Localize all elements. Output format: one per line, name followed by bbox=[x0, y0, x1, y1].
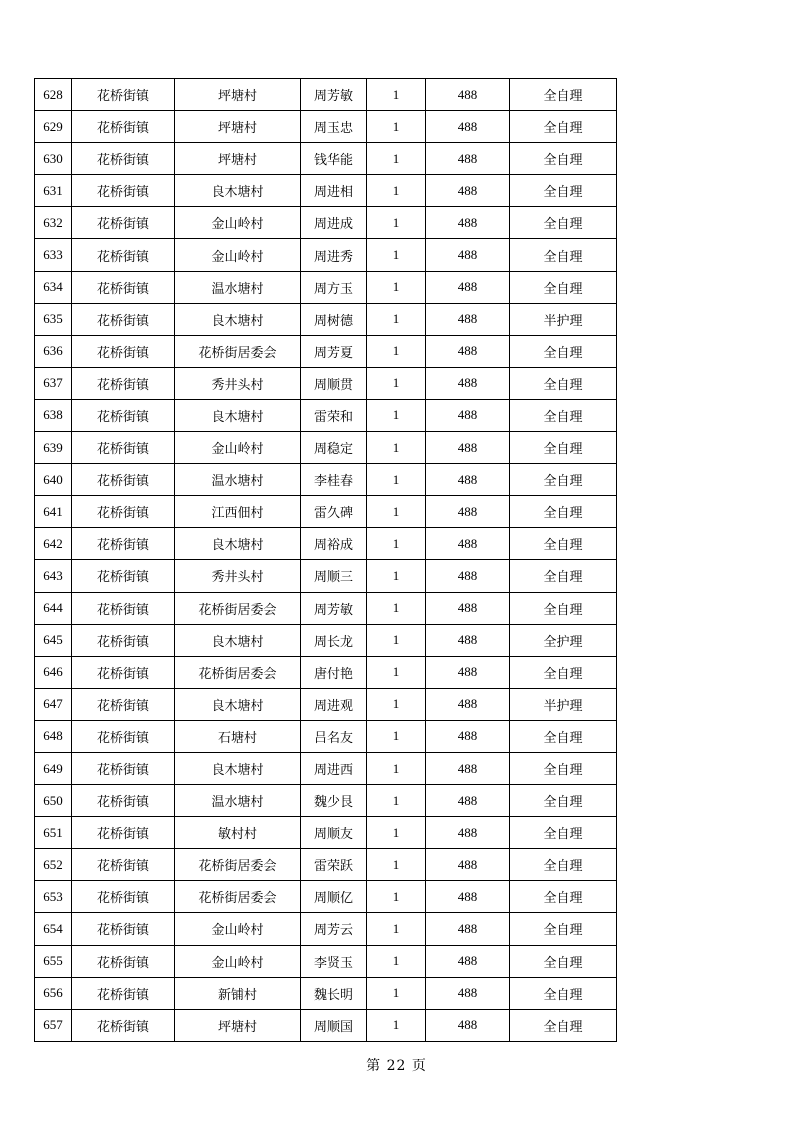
count-cell: 1 bbox=[367, 207, 426, 239]
row-number-cell: 633 bbox=[35, 239, 72, 271]
amount-cell: 488 bbox=[426, 656, 510, 688]
table-row bbox=[35, 399, 617, 431]
amount-cell: 488 bbox=[426, 977, 510, 1009]
row-number-cell: 643 bbox=[35, 560, 72, 592]
town-cell: 花桥街镇 bbox=[72, 817, 175, 849]
name-cell: 周进观 bbox=[301, 688, 367, 720]
amount-cell: 488 bbox=[426, 432, 510, 464]
count-cell: 1 bbox=[367, 432, 426, 464]
row-number-cell: 647 bbox=[35, 688, 72, 720]
count-cell: 1 bbox=[367, 945, 426, 977]
table-row bbox=[35, 624, 617, 656]
table-row bbox=[35, 271, 617, 303]
count-cell: 1 bbox=[367, 239, 426, 271]
table-row bbox=[35, 688, 617, 720]
town-cell: 花桥街镇 bbox=[72, 399, 175, 431]
name-cell: 周方玉 bbox=[301, 271, 367, 303]
care-level-cell: 全自理 bbox=[510, 399, 617, 431]
count-cell: 1 bbox=[367, 367, 426, 399]
care-level-cell: 全自理 bbox=[510, 111, 617, 143]
roster-table-body bbox=[35, 79, 617, 1042]
row-number-cell: 655 bbox=[35, 945, 72, 977]
row-number-cell: 644 bbox=[35, 592, 72, 624]
row-number-cell: 632 bbox=[35, 207, 72, 239]
village-cell: 良木塘村 bbox=[175, 624, 301, 656]
name-cell: 雷荣和 bbox=[301, 399, 367, 431]
count-cell: 1 bbox=[367, 913, 426, 945]
table-row bbox=[35, 367, 617, 399]
town-cell: 花桥街镇 bbox=[72, 79, 175, 111]
village-cell: 石塘村 bbox=[175, 720, 301, 752]
town-cell: 花桥街镇 bbox=[72, 945, 175, 977]
count-cell: 1 bbox=[367, 303, 426, 335]
care-level-cell: 全自理 bbox=[510, 335, 617, 367]
care-level-cell: 全自理 bbox=[510, 432, 617, 464]
row-number-cell: 651 bbox=[35, 817, 72, 849]
village-cell: 花桥街居委会 bbox=[175, 335, 301, 367]
amount-cell: 488 bbox=[426, 496, 510, 528]
count-cell: 1 bbox=[367, 688, 426, 720]
care-level-cell: 全自理 bbox=[510, 271, 617, 303]
town-cell: 花桥街镇 bbox=[72, 785, 175, 817]
village-cell: 良木塘村 bbox=[175, 175, 301, 207]
town-cell: 花桥街镇 bbox=[72, 656, 175, 688]
name-cell: 周长龙 bbox=[301, 624, 367, 656]
table-row bbox=[35, 496, 617, 528]
name-cell: 周顺亿 bbox=[301, 881, 367, 913]
care-level-cell: 全自理 bbox=[510, 945, 617, 977]
count-cell: 1 bbox=[367, 79, 426, 111]
name-cell: 雷荣跃 bbox=[301, 849, 367, 881]
name-cell: 周顺国 bbox=[301, 1009, 367, 1041]
village-cell: 温水塘村 bbox=[175, 785, 301, 817]
row-number-cell: 631 bbox=[35, 175, 72, 207]
amount-cell: 488 bbox=[426, 175, 510, 207]
care-level-cell: 全自理 bbox=[510, 528, 617, 560]
amount-cell: 488 bbox=[426, 881, 510, 913]
row-number-cell: 642 bbox=[35, 528, 72, 560]
count-cell: 1 bbox=[367, 496, 426, 528]
name-cell: 周进成 bbox=[301, 207, 367, 239]
village-cell: 坪塘村 bbox=[175, 1009, 301, 1041]
row-number-cell: 635 bbox=[35, 303, 72, 335]
town-cell: 花桥街镇 bbox=[72, 977, 175, 1009]
care-level-cell: 全自理 bbox=[510, 207, 617, 239]
count-cell: 1 bbox=[367, 785, 426, 817]
name-cell: 魏长明 bbox=[301, 977, 367, 1009]
name-cell: 周芳敏 bbox=[301, 79, 367, 111]
village-cell: 良木塘村 bbox=[175, 303, 301, 335]
table-row bbox=[35, 175, 617, 207]
table-row bbox=[35, 239, 617, 271]
count-cell: 1 bbox=[367, 560, 426, 592]
town-cell: 花桥街镇 bbox=[72, 303, 175, 335]
village-cell: 坪塘村 bbox=[175, 79, 301, 111]
village-cell: 敏村村 bbox=[175, 817, 301, 849]
care-level-cell: 全自理 bbox=[510, 496, 617, 528]
town-cell: 花桥街镇 bbox=[72, 849, 175, 881]
table-row bbox=[35, 560, 617, 592]
row-number-cell: 640 bbox=[35, 464, 72, 496]
name-cell: 周稳定 bbox=[301, 432, 367, 464]
table-row bbox=[35, 1009, 617, 1041]
town-cell: 花桥街镇 bbox=[72, 432, 175, 464]
row-number-cell: 656 bbox=[35, 977, 72, 1009]
town-cell: 花桥街镇 bbox=[72, 560, 175, 592]
amount-cell: 488 bbox=[426, 785, 510, 817]
amount-cell: 488 bbox=[426, 271, 510, 303]
name-cell: 周进西 bbox=[301, 752, 367, 784]
table-row bbox=[35, 977, 617, 1009]
table-row bbox=[35, 913, 617, 945]
care-level-cell: 全自理 bbox=[510, 143, 617, 175]
table-row bbox=[35, 528, 617, 560]
table-row bbox=[35, 592, 617, 624]
row-number-cell: 654 bbox=[35, 913, 72, 945]
count-cell: 1 bbox=[367, 977, 426, 1009]
care-level-cell: 全自理 bbox=[510, 913, 617, 945]
village-cell: 良木塘村 bbox=[175, 688, 301, 720]
care-level-cell: 全自理 bbox=[510, 785, 617, 817]
amount-cell: 488 bbox=[426, 464, 510, 496]
page-number: 第 22 页 bbox=[366, 1058, 427, 1074]
row-number-cell: 652 bbox=[35, 849, 72, 881]
care-level-cell: 全自理 bbox=[510, 592, 617, 624]
table-row bbox=[35, 464, 617, 496]
row-number-cell: 636 bbox=[35, 335, 72, 367]
town-cell: 花桥街镇 bbox=[72, 239, 175, 271]
table-row bbox=[35, 335, 617, 367]
count-cell: 1 bbox=[367, 399, 426, 431]
village-cell: 金山岭村 bbox=[175, 207, 301, 239]
village-cell: 良木塘村 bbox=[175, 399, 301, 431]
care-level-cell: 全自理 bbox=[510, 239, 617, 271]
amount-cell: 488 bbox=[426, 111, 510, 143]
count-cell: 1 bbox=[367, 656, 426, 688]
town-cell: 花桥街镇 bbox=[72, 688, 175, 720]
row-number-cell: 646 bbox=[35, 656, 72, 688]
row-number-cell: 657 bbox=[35, 1009, 72, 1041]
town-cell: 花桥街镇 bbox=[72, 335, 175, 367]
count-cell: 1 bbox=[367, 624, 426, 656]
count-cell: 1 bbox=[367, 849, 426, 881]
table-row bbox=[35, 881, 617, 913]
row-number-cell: 629 bbox=[35, 111, 72, 143]
amount-cell: 488 bbox=[426, 945, 510, 977]
name-cell: 周顺三 bbox=[301, 560, 367, 592]
care-level-cell: 全自理 bbox=[510, 175, 617, 207]
amount-cell: 488 bbox=[426, 688, 510, 720]
town-cell: 花桥街镇 bbox=[72, 592, 175, 624]
table-row bbox=[35, 785, 617, 817]
town-cell: 花桥街镇 bbox=[72, 881, 175, 913]
name-cell: 周进秀 bbox=[301, 239, 367, 271]
care-level-cell: 全自理 bbox=[510, 752, 617, 784]
name-cell: 周树德 bbox=[301, 303, 367, 335]
village-cell: 金山岭村 bbox=[175, 913, 301, 945]
village-cell: 秀井头村 bbox=[175, 367, 301, 399]
care-level-cell: 全自理 bbox=[510, 656, 617, 688]
town-cell: 花桥街镇 bbox=[72, 528, 175, 560]
name-cell: 唐付艳 bbox=[301, 656, 367, 688]
row-number-cell: 648 bbox=[35, 720, 72, 752]
care-level-cell: 全自理 bbox=[510, 79, 617, 111]
amount-cell: 488 bbox=[426, 335, 510, 367]
table-row bbox=[35, 432, 617, 464]
village-cell: 花桥街居委会 bbox=[175, 656, 301, 688]
village-cell: 江西佃村 bbox=[175, 496, 301, 528]
count-cell: 1 bbox=[367, 592, 426, 624]
amount-cell: 488 bbox=[426, 528, 510, 560]
name-cell: 周进相 bbox=[301, 175, 367, 207]
amount-cell: 488 bbox=[426, 817, 510, 849]
village-cell: 秀井头村 bbox=[175, 560, 301, 592]
table-row bbox=[35, 849, 617, 881]
village-cell: 良木塘村 bbox=[175, 752, 301, 784]
name-cell: 吕名友 bbox=[301, 720, 367, 752]
table-row bbox=[35, 752, 617, 784]
care-level-cell: 全自理 bbox=[510, 720, 617, 752]
amount-cell: 488 bbox=[426, 79, 510, 111]
town-cell: 花桥街镇 bbox=[72, 143, 175, 175]
row-number-cell: 641 bbox=[35, 496, 72, 528]
town-cell: 花桥街镇 bbox=[72, 913, 175, 945]
amount-cell: 488 bbox=[426, 143, 510, 175]
name-cell: 魏少艮 bbox=[301, 785, 367, 817]
town-cell: 花桥街镇 bbox=[72, 367, 175, 399]
row-number-cell: 645 bbox=[35, 624, 72, 656]
village-cell: 温水塘村 bbox=[175, 271, 301, 303]
row-number-cell: 628 bbox=[35, 79, 72, 111]
village-cell: 金山岭村 bbox=[175, 239, 301, 271]
town-cell: 花桥街镇 bbox=[72, 464, 175, 496]
amount-cell: 488 bbox=[426, 239, 510, 271]
name-cell: 钱华能 bbox=[301, 143, 367, 175]
care-level-cell: 全自理 bbox=[510, 367, 617, 399]
village-cell: 花桥街居委会 bbox=[175, 849, 301, 881]
count-cell: 1 bbox=[367, 881, 426, 913]
amount-cell: 488 bbox=[426, 849, 510, 881]
count-cell: 1 bbox=[367, 1009, 426, 1041]
care-level-cell: 半护理 bbox=[510, 303, 617, 335]
name-cell: 周顺贯 bbox=[301, 367, 367, 399]
care-level-cell: 全自理 bbox=[510, 560, 617, 592]
town-cell: 花桥街镇 bbox=[72, 720, 175, 752]
roster-table bbox=[34, 78, 617, 1042]
count-cell: 1 bbox=[367, 528, 426, 560]
village-cell: 坪塘村 bbox=[175, 111, 301, 143]
row-number-cell: 650 bbox=[35, 785, 72, 817]
care-level-cell: 全自理 bbox=[510, 849, 617, 881]
count-cell: 1 bbox=[367, 817, 426, 849]
village-cell: 新铺村 bbox=[175, 977, 301, 1009]
name-cell: 周芳云 bbox=[301, 913, 367, 945]
name-cell: 周玉忠 bbox=[301, 111, 367, 143]
amount-cell: 488 bbox=[426, 624, 510, 656]
amount-cell: 488 bbox=[426, 207, 510, 239]
count-cell: 1 bbox=[367, 752, 426, 784]
town-cell: 花桥街镇 bbox=[72, 207, 175, 239]
amount-cell: 488 bbox=[426, 1009, 510, 1041]
count-cell: 1 bbox=[367, 111, 426, 143]
name-cell: 周顺友 bbox=[301, 817, 367, 849]
row-number-cell: 639 bbox=[35, 432, 72, 464]
village-cell: 坪塘村 bbox=[175, 143, 301, 175]
count-cell: 1 bbox=[367, 271, 426, 303]
table-row bbox=[35, 817, 617, 849]
row-number-cell: 653 bbox=[35, 881, 72, 913]
village-cell: 花桥街居委会 bbox=[175, 592, 301, 624]
name-cell: 周芳夏 bbox=[301, 335, 367, 367]
town-cell: 花桥街镇 bbox=[72, 1009, 175, 1041]
table-row bbox=[35, 303, 617, 335]
count-cell: 1 bbox=[367, 464, 426, 496]
town-cell: 花桥街镇 bbox=[72, 496, 175, 528]
count-cell: 1 bbox=[367, 175, 426, 207]
care-level-cell: 全自理 bbox=[510, 817, 617, 849]
village-cell: 花桥街居委会 bbox=[175, 881, 301, 913]
name-cell: 周芳敏 bbox=[301, 592, 367, 624]
amount-cell: 488 bbox=[426, 720, 510, 752]
town-cell: 花桥街镇 bbox=[72, 271, 175, 303]
care-level-cell: 半护理 bbox=[510, 688, 617, 720]
amount-cell: 488 bbox=[426, 752, 510, 784]
village-cell: 金山岭村 bbox=[175, 432, 301, 464]
count-cell: 1 bbox=[367, 335, 426, 367]
town-cell: 花桥街镇 bbox=[72, 175, 175, 207]
table-row bbox=[35, 79, 617, 111]
table-row bbox=[35, 111, 617, 143]
row-number-cell: 638 bbox=[35, 399, 72, 431]
table-row bbox=[35, 656, 617, 688]
name-cell: 雷久碑 bbox=[301, 496, 367, 528]
count-cell: 1 bbox=[367, 143, 426, 175]
village-cell: 金山岭村 bbox=[175, 945, 301, 977]
town-cell: 花桥街镇 bbox=[72, 752, 175, 784]
care-level-cell: 全自理 bbox=[510, 977, 617, 1009]
care-level-cell: 全自理 bbox=[510, 464, 617, 496]
row-number-cell: 637 bbox=[35, 367, 72, 399]
town-cell: 花桥街镇 bbox=[72, 111, 175, 143]
amount-cell: 488 bbox=[426, 303, 510, 335]
table-row bbox=[35, 143, 617, 175]
amount-cell: 488 bbox=[426, 367, 510, 399]
village-cell: 良木塘村 bbox=[175, 528, 301, 560]
care-level-cell: 全自理 bbox=[510, 1009, 617, 1041]
table-row bbox=[35, 720, 617, 752]
name-cell: 李桂春 bbox=[301, 464, 367, 496]
care-level-cell: 全护理 bbox=[510, 624, 617, 656]
row-number-cell: 649 bbox=[35, 752, 72, 784]
care-level-cell: 全自理 bbox=[510, 881, 617, 913]
table-row bbox=[35, 945, 617, 977]
name-cell: 李贤玉 bbox=[301, 945, 367, 977]
amount-cell: 488 bbox=[426, 592, 510, 624]
count-cell: 1 bbox=[367, 720, 426, 752]
name-cell: 周裕成 bbox=[301, 528, 367, 560]
amount-cell: 488 bbox=[426, 399, 510, 431]
row-number-cell: 634 bbox=[35, 271, 72, 303]
village-cell: 温水塘村 bbox=[175, 464, 301, 496]
table-row bbox=[35, 207, 617, 239]
row-number-cell: 630 bbox=[35, 143, 72, 175]
amount-cell: 488 bbox=[426, 913, 510, 945]
town-cell: 花桥街镇 bbox=[72, 624, 175, 656]
amount-cell: 488 bbox=[426, 560, 510, 592]
